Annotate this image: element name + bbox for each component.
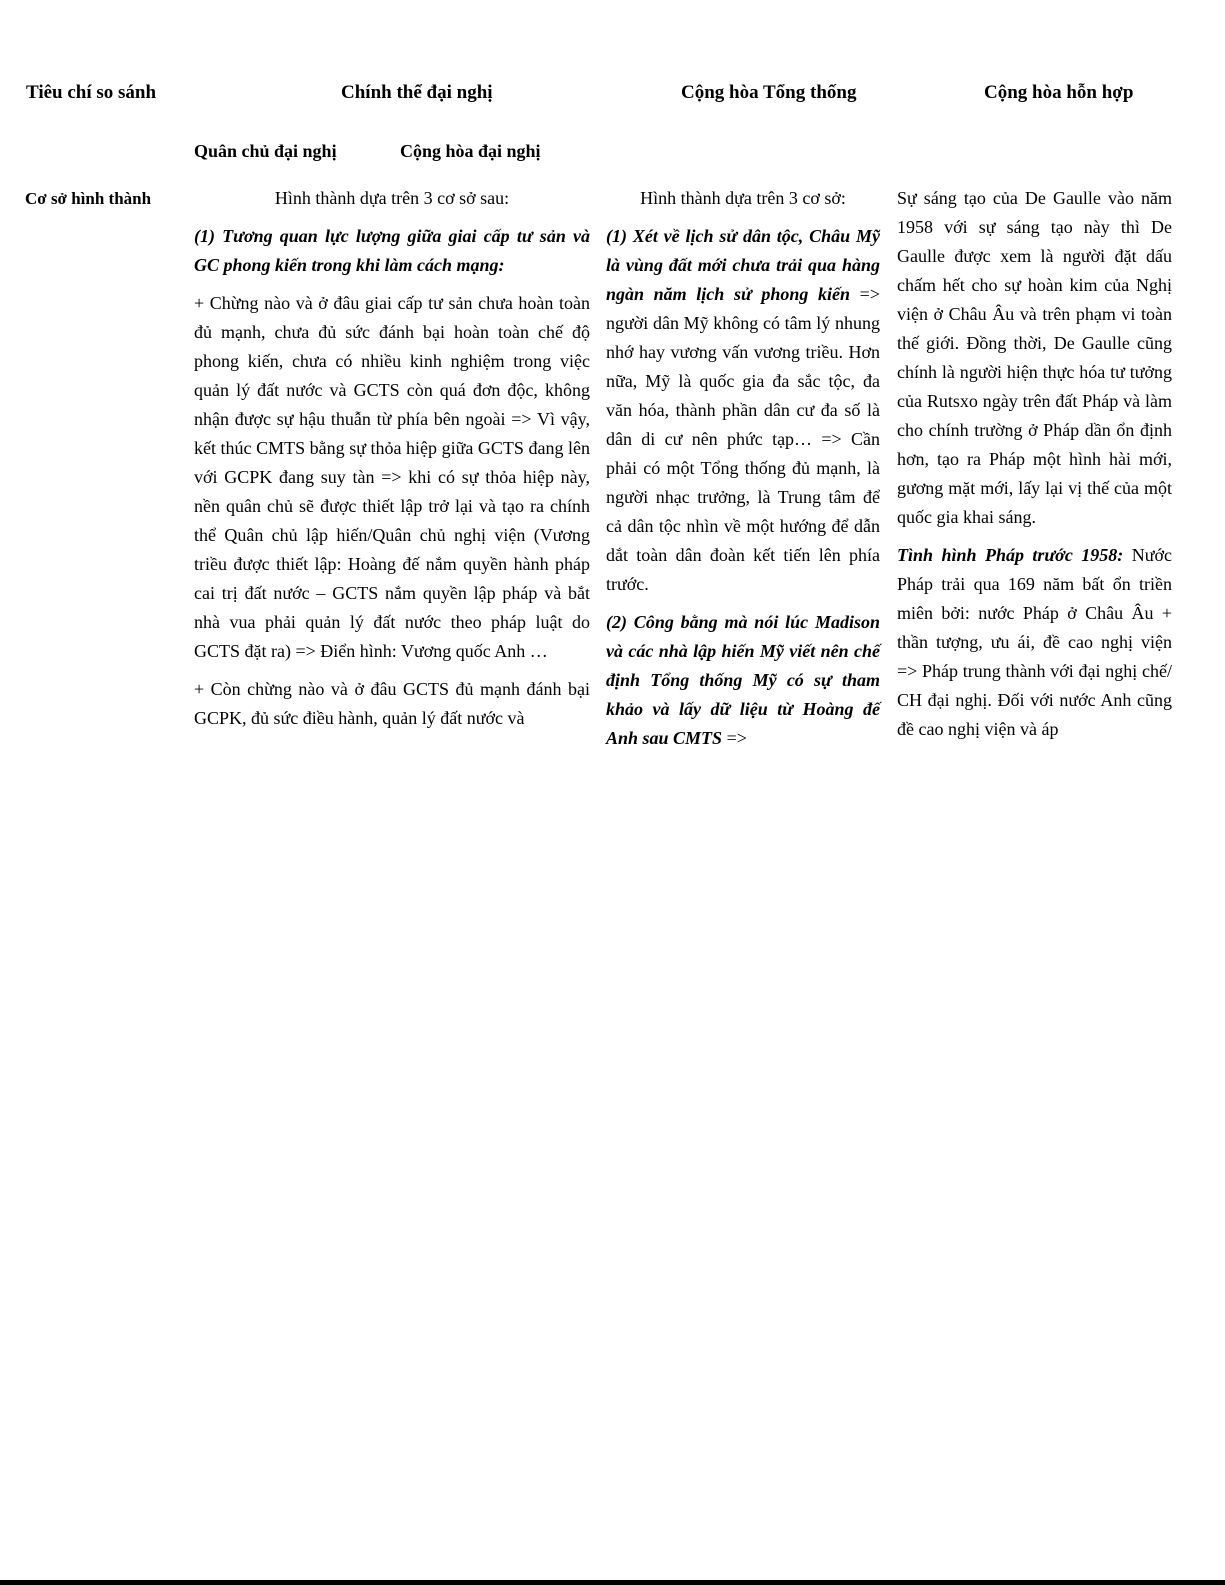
col2-block1 [606,222,880,599]
row-label: Cơ sở hình thành [25,189,152,208]
col2-block2 [606,608,880,753]
col1-heading1: (1) Tương quan lực lượng giữa giai cấp tư sản và GC phong kiến trong khi làm cách mạng: [194,226,590,275]
header-presidential: Cộng hòa Tổng thống [681,82,857,103]
header-mixed: Cộng hòa hỗn hợp [984,82,1134,103]
col1-intro: Hình thành dựa trên 3 cơ sở sau: [274,188,510,208]
subheader-republic: Cộng hòa đại nghị [400,141,541,161]
col3-para2: Nước Pháp trải qua 169 năm bất ổn triền miên bởi: nước Pháp ở Châu Âu + thần tượng, ưu ái, đề cao nghị viện => Pháp trung thành với đại nghị chế/ CH đại nghị. Đối với nước Anh cũng đề cao nghị viện và áp [897,545,1172,739]
col3-heading2: Tình hình Pháp trước 1958: [897,545,1124,565]
subheader-monarchy: Quân chủ đại nghị [194,141,337,161]
col2-para1: => người dân Mỹ không có tâm lý nhung nhớ hay vương vấn vương triều. Hơn nữa, Mỹ là quốc gia đa sắc tộc, đa văn hóa, thành phần dân cư đa số là dân di cư nên phức tạp… => Cần phải có một Tổng thống đủ mạnh, là người nhạc trưởng, là Trung tâm để cả dân tộc nhìn về một hướng để dẫn dắt toàn dân đoàn kết tiến lên phía trước. [606,284,880,594]
col3-block2 [897,541,1172,744]
col2-cell [606,184,880,762]
col2-intro: Hình thành dựa trên 3 cơ sở: [640,188,846,208]
col1-para1: + Chừng nào và ở đâu giai cấp tư sản chưa hoàn toàn đủ mạnh, chưa đủ sức đánh bại hoàn toàn chế độ phong kiến, chưa có nhiều kinh nghiệm trong việc quản lý đất nước và GCTS còn quá đơn độc, không nhận được sự hậu thuẫn từ phía bên ngoài => Vì vậy, kết thúc CMTS bằng sự thỏa hiệp giữa GCTS đang lên với GCPK đang suy tàn => khi có sự thỏa hiệp này, nền quân chủ sẽ được thiết lập trở lại và tạo ra chính thể Quân chủ lập hiến/Quân chủ nghị viện (Vương triều được thiết lập: Hoàng đế nắm quyền hành pháp cai trị đất nước – GCTS nắm quyền lập pháp và bắt nhà vua phải quản lý đất nước theo pháp luật do GCTS đặt ra) => Điển hình: Vương quốc Anh … [194,293,590,661]
header-parliamentary: Chính thể đại nghị [341,82,493,103]
col3-cell [897,184,1172,753]
col3-para1: Sự sáng tạo của De Gaulle vào năm 1958 với sự sáng tạo này thì De Gaulle được xem là người đặt dấu chấm hết cho sự hoàn kim của Nghị viện ở Châu Âu và trên phạm vi toàn thế giới. Đồng thời, De Gaulle cũng chính là người hiện thực hóa tư tưởng của Rutsxo ngày trên đất Pháp và làm cho chính trường ở Pháp dần ổn định hơn, tạo ra Pháp một hình hài mới, gương mặt mới, lấy lại vị thế của một quốc gia khai sáng. [897,188,1172,527]
col1-cell [194,184,590,742]
header-criteria: Tiêu chí so sánh [26,82,157,103]
col2-para2: => [722,728,747,748]
bottom-rule [0,1580,1225,1585]
col2-heading2: (2) Công bằng mà nói lúc Madison và các nhà lập hiến Mỹ viết nên chế định Tổng thống Mỹ có sự tham khảo và lấy dữ liệu từ Hoàng đế Anh sau CMTS [606,612,880,748]
col1-para2: + Còn chừng nào và ở đâu GCTS đủ mạnh đánh bại GCPK, đủ sức điều hành, quản lý đất nước và [194,679,590,728]
col2-heading1: (1) Xét về lịch sử dân tộc, Châu Mỹ là vùng đất mới chưa trải qua hàng ngàn năm lịch sử phong kiến [606,226,880,304]
